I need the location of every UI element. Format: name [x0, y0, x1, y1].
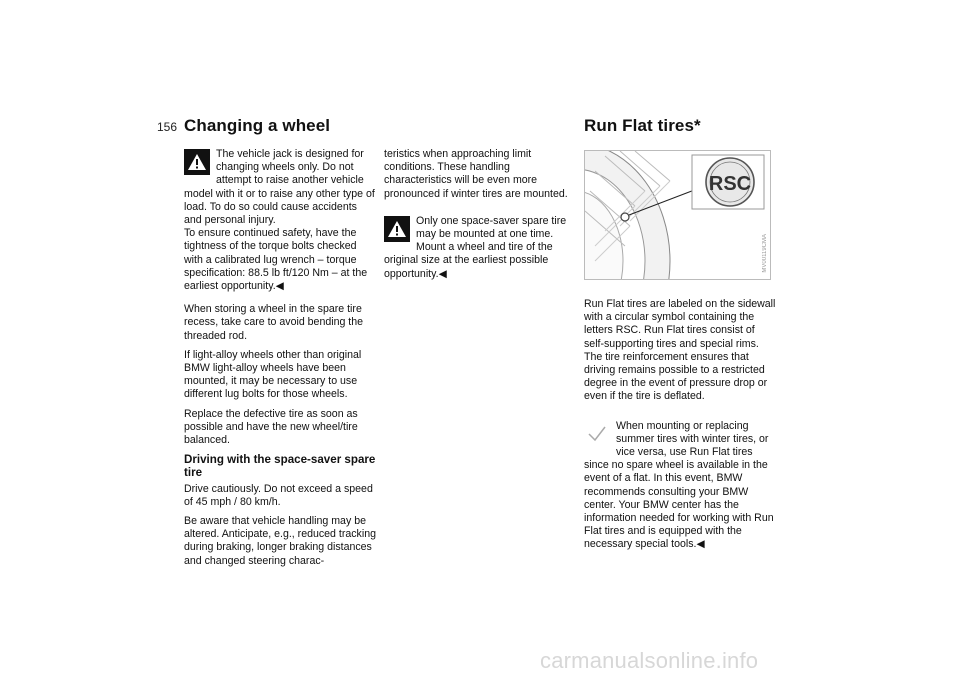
paragraph: Run Flat tires are labeled on the sidewall with a circular symbol containing the letters RSC. Run Flat tires consist of self-supporting tires and special rims. The tire reinforcement ensures that driving remains possible to a restricted degree in the event of pressure drop or even if the tire is deflated.	[584, 298, 776, 403]
section-title-run-flat: Run Flat tires*	[584, 116, 701, 135]
tire-illustration	[585, 151, 770, 279]
note-check-icon	[584, 421, 610, 447]
rsc-symbol-text: RSC	[708, 173, 752, 195]
note-text: When mounting or replacing summer tires with winter tires, or vice versa, use Run Flat tires since no spare wheel is available in the event of a flat. In this event, BMW recommends consulting your BMW center. Your BMW center has the information needed for working with Run Flat tires and is equipped with the necessary special tools.◀	[584, 419, 774, 551]
middle-column	[384, 148, 576, 291]
paragraph: If light-alloy wheels other than original BMW light-alloy wheels have been mounted, it may be necessary to use different lug bolts for those wheels.	[184, 348, 362, 401]
section-title-changing-wheel: Changing a wheel	[184, 116, 331, 135]
paragraph: teristics when approaching limit conditions. These handling characteristics will be even more pronounced if winter tires are mounted.	[384, 148, 568, 200]
paragraph: Be aware that vehicle handling may be altered. Anticipate, e.g., reduced tracking during braking, longer braking distances and changed steering charac-	[184, 515, 376, 567]
warning-triangle-icon	[384, 216, 410, 242]
figure-code: MV00119CMA	[762, 234, 768, 273]
warning-block	[184, 148, 376, 293]
warning-text-continued: To ensure continued safety, have the tightness of the torque bolts checked with a calibrated lug wrench – torque specification: 88.5 lb ft/120 Nm – at the earliest opportunity.◀	[184, 227, 368, 293]
warning-text: Only one space-saver spare tire may be mounted at one time. Mount a wheel and tire of the original size at the earliest possible opportunity.◀	[384, 214, 567, 280]
left-column	[184, 148, 376, 574]
paragraph: Drive cautiously. Do not exceed a speed of 45 mph / 80 km/h.	[184, 482, 373, 508]
paragraph: Replace the defective tire as soon as possible and have the new wheel/tire balanced.	[184, 407, 358, 447]
warning-triangle-icon	[184, 149, 210, 175]
run-flat-tire-figure	[584, 150, 771, 280]
note-block	[584, 420, 776, 552]
warning-block	[384, 215, 576, 281]
paragraph: When storing a wheel in the spare tire recess, take care to avoid bending the threaded rod.	[184, 303, 364, 342]
subheading-space-saver: Driving with the space-saver spare tire	[184, 453, 376, 480]
warning-text: The vehicle jack is designed for changing wheels only. Do not attempt to raise another vehicle model with it or to raise any other type of load. To do so could cause accidents and personal injury.	[184, 148, 375, 227]
watermark: carmanualsonline.info	[540, 648, 759, 673]
page-number: 156	[157, 120, 178, 134]
right-column	[584, 298, 776, 562]
